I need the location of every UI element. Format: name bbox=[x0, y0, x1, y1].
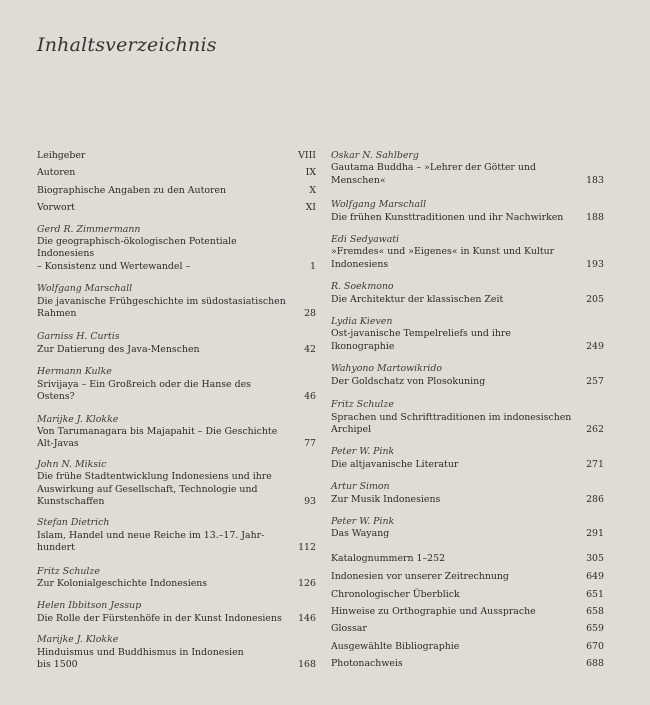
entry-title: Das Wayang bbox=[331, 528, 390, 540]
entry-author: John N. Miksic bbox=[37, 458, 107, 470]
toc-column-left bbox=[37, 150, 316, 671]
entry-title: Leihgeber bbox=[37, 150, 86, 161]
toc-entry bbox=[37, 185, 316, 197]
entry-title: Von Tarumanagara bis Majapahit – Die Geschichte Alt-Javas bbox=[37, 425, 278, 450]
toc-entry bbox=[37, 224, 316, 274]
toc-entry bbox=[331, 553, 604, 565]
entry-title: Indonesien vor unserer Zeitrechnung bbox=[331, 571, 509, 583]
entry-title: Die Architektur der klassischen Zeit bbox=[331, 293, 504, 305]
entry-page-number: 126 bbox=[298, 577, 316, 589]
entry-author: Wolfgang Marschall bbox=[37, 283, 133, 295]
entry-author: Oskar N. Sahlberg bbox=[331, 150, 419, 161]
toc-entry bbox=[331, 658, 604, 670]
entry-author: Peter W. Pink bbox=[331, 446, 395, 458]
entry-title: Katalognummern 1–252 bbox=[331, 552, 446, 564]
toc-entry bbox=[331, 606, 604, 618]
entry-page-number: 249 bbox=[586, 340, 604, 352]
entry-author: Wolfgang Marschall bbox=[331, 199, 427, 211]
entry-author: Fritz Schulze bbox=[37, 565, 100, 577]
entry-page-number: 257 bbox=[586, 375, 604, 387]
toc-entry bbox=[37, 634, 316, 671]
entry-title: Zur Kolonialgeschichte Indonesiens bbox=[37, 577, 208, 589]
toc-entry bbox=[37, 283, 316, 320]
toc-entry bbox=[331, 399, 604, 436]
entry-title: Die javanische Frühgeschichte im südostasiatischen Rahmen bbox=[37, 295, 286, 320]
entry-page-number: 670 bbox=[586, 640, 604, 652]
entry-author: Marijke J. Klokke bbox=[37, 413, 119, 425]
entry-author: Peter W. Pink bbox=[331, 515, 395, 527]
entry-page-number: 193 bbox=[586, 258, 604, 270]
toc-entry bbox=[331, 446, 604, 471]
entry-page-number: X bbox=[309, 184, 316, 196]
entry-title: Srivijaya – Ein Großreich oder die Hanse des Ostens? bbox=[37, 378, 251, 403]
entry-author: Artur Simon bbox=[331, 481, 390, 493]
entry-page-number: 291 bbox=[586, 528, 604, 540]
entry-title: Autoren bbox=[37, 167, 76, 179]
entry-page-number: 286 bbox=[586, 493, 604, 505]
entry-page-number: 305 bbox=[586, 552, 604, 564]
entry-author: Marijke J. Klokke bbox=[37, 634, 119, 646]
entry-page-number: 658 bbox=[586, 605, 604, 617]
entry-page-number: 688 bbox=[586, 658, 604, 670]
entry-page-number: 271 bbox=[586, 458, 604, 470]
toc-entry bbox=[331, 281, 604, 306]
entry-page-number: 1 bbox=[310, 260, 316, 272]
toc-entry bbox=[37, 150, 316, 162]
entry-page-number: 112 bbox=[298, 542, 316, 554]
entry-page-number: VIII bbox=[298, 150, 316, 161]
entry-title: Glossar bbox=[331, 623, 367, 635]
entry-title: Ost-javanische Tempelreliefs und ihre Ikonographie bbox=[331, 328, 511, 352]
entry-title: Die frühen Kunsttraditionen und ihr Nachwirken bbox=[331, 211, 564, 223]
toc-entry bbox=[37, 366, 316, 403]
entry-title: Hinweise zu Orthographie und Aussprache bbox=[331, 605, 536, 617]
entry-title: Islam, Handel und neue Reiche im 13.–17. Jahr- hundert bbox=[37, 529, 265, 554]
toc-entry bbox=[331, 571, 604, 583]
entry-title: Hinduismus und Buddhismus in Indonesien bis 1500 bbox=[37, 646, 244, 670]
entry-page-number: 77 bbox=[304, 438, 316, 450]
entry-title: Sprachen und Schrifttraditionen im indonesischen Archipel bbox=[331, 411, 572, 435]
toc-entry bbox=[37, 202, 316, 214]
toc-entry bbox=[331, 199, 604, 224]
entry-title: Photonachweis bbox=[331, 658, 403, 670]
entry-author: Fritz Schulze bbox=[331, 399, 394, 411]
entry-page-number: 659 bbox=[586, 623, 604, 635]
toc-entry bbox=[331, 481, 604, 506]
toc-entry bbox=[331, 363, 604, 388]
entry-title: Die altjavanische Literatur bbox=[331, 458, 459, 470]
entry-page-number: 205 bbox=[586, 293, 604, 305]
entry-title: Biographische Angaben zu den Autoren bbox=[37, 184, 227, 196]
toc-entry bbox=[331, 623, 604, 635]
entry-page-number: 146 bbox=[298, 612, 316, 624]
entry-page-number: 188 bbox=[586, 211, 604, 223]
toc-entry bbox=[37, 414, 316, 451]
entry-title: Zur Datierung des Java-Menschen bbox=[37, 343, 200, 355]
entry-author: Edi Sedyawati bbox=[331, 234, 400, 246]
toc-entry bbox=[331, 150, 604, 187]
toc-entry bbox=[331, 641, 604, 653]
entry-author: Wahyono Martowikrido bbox=[331, 363, 442, 375]
entry-page-number: IX bbox=[305, 167, 316, 179]
entry-page-number: 46 bbox=[304, 391, 316, 403]
entry-author: R. Soekmono bbox=[331, 281, 394, 293]
entry-author: Hermann Kulke bbox=[37, 366, 112, 378]
entry-author: Lydia Kieven bbox=[331, 316, 393, 328]
entry-title: Chronologischer Überblick bbox=[331, 588, 460, 600]
entry-title: Die frühe Stadtentwicklung Indonesiens und ihre Auswirkung auf Gesellschaft, Technologie und Kunstschaffen bbox=[37, 471, 272, 507]
entry-author: Gerd R. Zimmermann bbox=[37, 223, 141, 235]
entry-title: Die geographisch-ökologischen Potentiale Indonesiens – Konsistenz und Wertewandel – bbox=[37, 236, 237, 272]
entry-page-number: 651 bbox=[586, 588, 604, 600]
entry-page-number: XI bbox=[305, 202, 316, 214]
entry-title: Zur Musik Indonesiens bbox=[331, 493, 441, 505]
entry-title: Der Goldschatz von Plosokuning bbox=[331, 375, 486, 387]
entry-author: Helen Ibbitson Jessup bbox=[37, 600, 142, 612]
toc-entry bbox=[331, 589, 604, 601]
entry-title: Ausgewählte Bibliographie bbox=[331, 640, 460, 652]
entry-author: Garniss H. Curtis bbox=[37, 331, 120, 343]
entry-page-number: 28 bbox=[304, 308, 316, 320]
entry-page-number: 649 bbox=[586, 571, 604, 583]
entry-page-number: 42 bbox=[304, 343, 316, 355]
entry-page-number: 262 bbox=[586, 423, 604, 435]
entry-author: Stefan Dietrich bbox=[37, 517, 110, 529]
entry-page-number: 93 bbox=[304, 495, 316, 507]
entry-page-number: 168 bbox=[298, 659, 316, 670]
toc-entry bbox=[331, 516, 604, 541]
entry-page-number: 183 bbox=[586, 174, 604, 186]
toc-entry bbox=[37, 331, 316, 356]
entry-title: »Fremdes« und »Eigenes« in Kunst und Kultur Indonesiens bbox=[331, 246, 555, 270]
toc-entry bbox=[331, 316, 604, 353]
page-title: Inhaltsverzeichnis bbox=[37, 34, 217, 56]
entry-title: Die Rolle der Fürstenhöfe in der Kunst Indonesiens bbox=[37, 612, 282, 624]
toc-entry bbox=[37, 600, 316, 625]
entry-title: Gautama Buddha – »Lehrer der Götter und Menschen« bbox=[331, 162, 536, 186]
toc-entry bbox=[37, 517, 316, 554]
toc-column-right bbox=[331, 150, 604, 671]
toc-entry bbox=[37, 459, 316, 509]
toc-entry bbox=[331, 234, 604, 271]
toc-entry bbox=[37, 167, 316, 179]
entry-title: Vorwort bbox=[37, 202, 75, 214]
toc-entry bbox=[37, 566, 316, 591]
